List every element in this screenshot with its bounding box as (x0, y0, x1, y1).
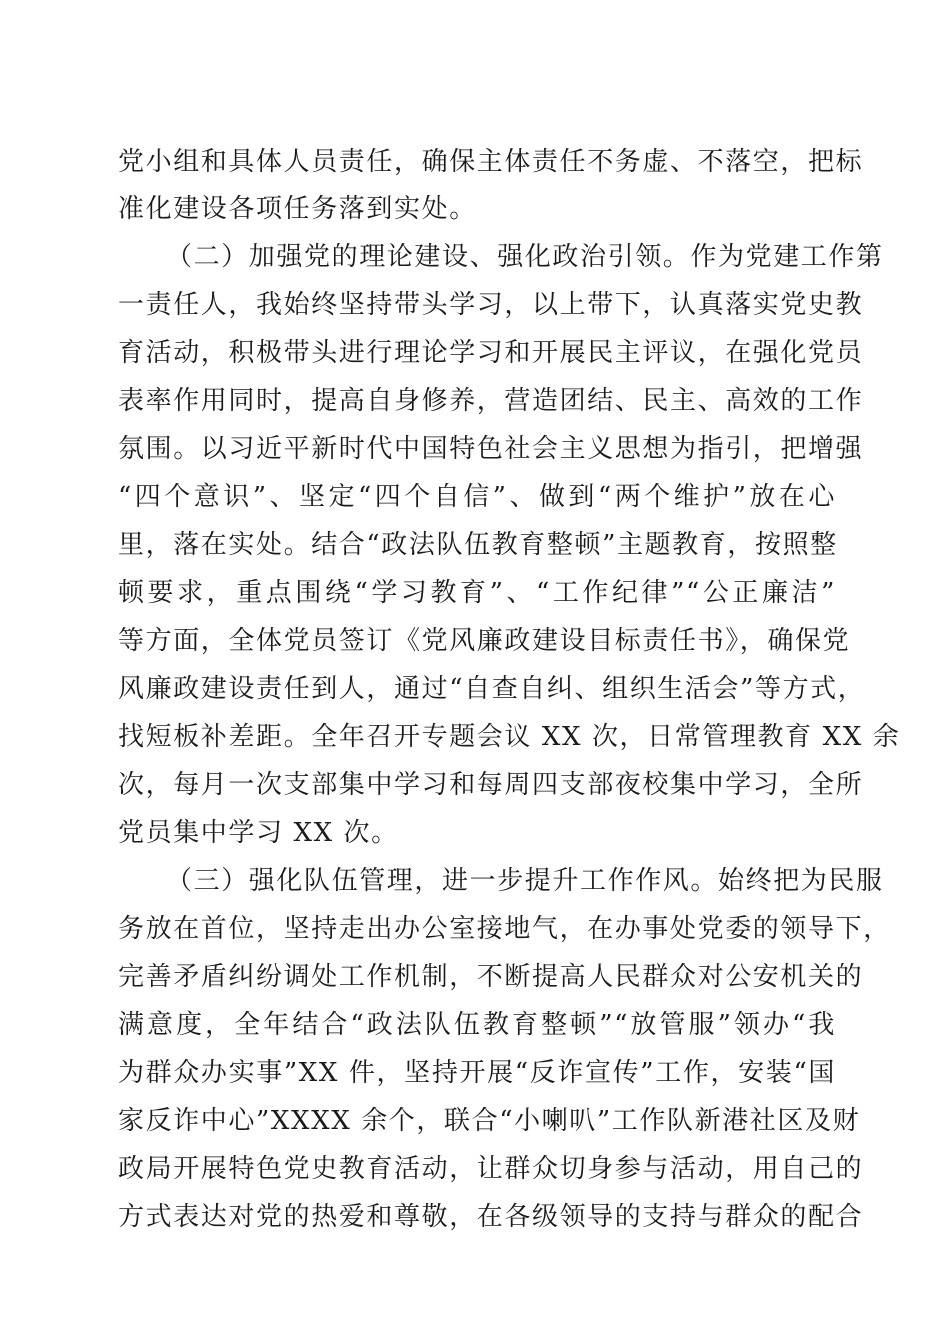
text-line: 一责任人，我始终坚持带头学习，以上带下，认真落实党史教 (118, 290, 864, 320)
text-line: 完善矛盾纠纷调处工作机制，不断提高人民群众对公安机关的 (118, 962, 864, 992)
text-line: 家反诈中心”XXXX 余个，联合“小喇叭”工作队新港社区及财 (118, 1106, 861, 1136)
section-heading-line: （三）强化队伍管理，进一步提升工作作风。始终把为民服 (166, 866, 884, 896)
text-line: 政局开展特色党史教育活动，让群众切身参与活动，用自己的 (118, 1154, 864, 1184)
text-line: 方式表达对党的热爱和尊敬，在各级领导的支持与群众的配合 (118, 1202, 864, 1232)
text-line: 找短板补差距。全年召开专题会议 XX 次，日常管理教育 XX 余 (118, 722, 901, 752)
text-line: 党员集中学习 XX 次。 (118, 818, 399, 848)
text-line: 为群众办实事”XX 件，坚持开展“反诈宣传”工作，安装“国 (118, 1058, 836, 1088)
text-line: 等方面，全体党员签订《党风廉政建设目标责任书》，确保党 (118, 626, 851, 656)
text-line: 顿要求，重点围绕“学习教育”、“工作纪律”“公正廉洁” (118, 578, 836, 608)
text-line: 准化建设各项任务落到实处。 (118, 194, 477, 224)
text-line: 氛围。以习近平新时代中国特色社会主义思想为指引，把增强 (118, 434, 864, 464)
text-line: 务放在首位，坚持走出办公室接地气，在办事处党委的领导下， (118, 914, 891, 944)
text-line: 风廉政建设责任到人，通过“自查自纠、组织生活会”等方式， (118, 674, 866, 704)
section-heading-line: （二）加强党的理论建设、强化政治引领。作为党建工作第 (166, 242, 884, 272)
text-line: 育活动，积极带头进行理论学习和开展民主评议，在强化党员 (118, 338, 864, 368)
text-line: 党小组和具体人员责任，确保主体责任不务虚、不落空，把标 (118, 147, 864, 177)
text-line: 里，落在实处。结合“政法队伍教育整顿”主题教育，按照整 (118, 530, 838, 560)
text-line: 表率作用同时，提高自身修养，营造团结、民主、高效的工作 (118, 386, 864, 416)
text-line: “四个意识”、坚定“四个自信”、做到“两个维护”放在心 (118, 482, 836, 512)
text-line: 满意度，全年结合“政法队伍教育整顿”“放管服”领办“我 (118, 1010, 836, 1040)
text-line: 次，每月一次支部集中学习和每周四支部夜校集中学习，全所 (118, 770, 864, 800)
